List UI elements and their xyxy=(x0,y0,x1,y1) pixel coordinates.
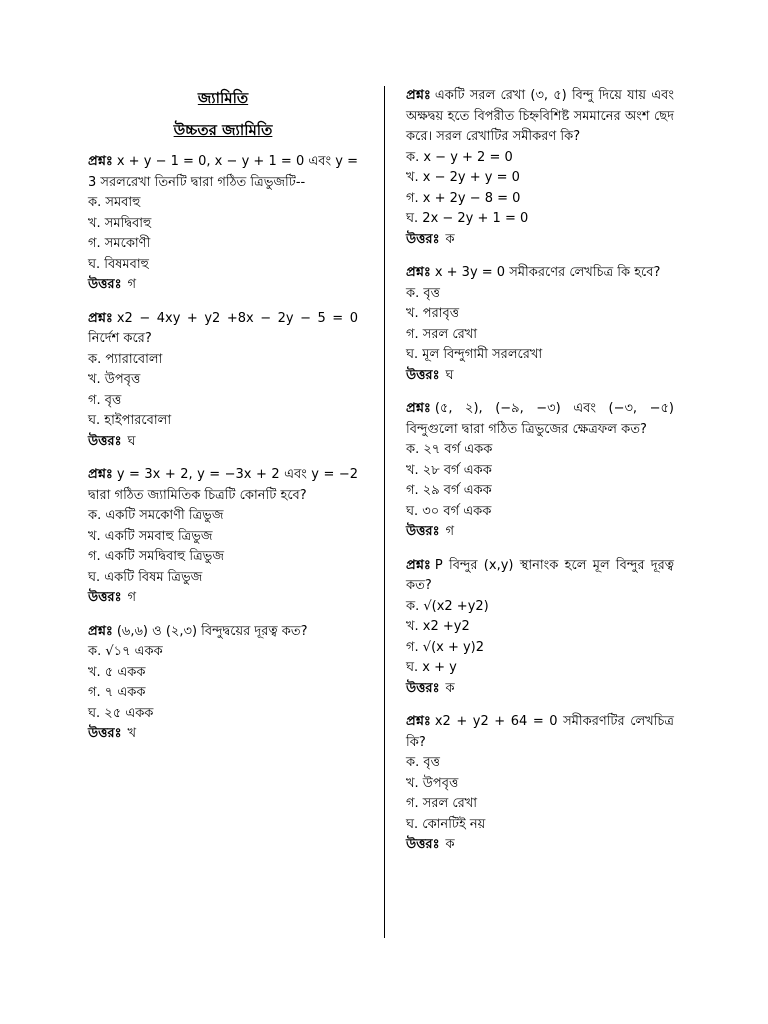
question-block xyxy=(88,465,358,609)
question-text: প্রশ্নঃ (৬,৬) ও (২,৩) বিন্দুদ্বয়ের দূরত্ব কত? xyxy=(88,623,308,639)
option: ক. সমবাহু xyxy=(88,195,141,210)
option: ক. প্যারাবোলা xyxy=(88,351,163,367)
option: গ. সরল রেখা xyxy=(406,326,478,342)
answer: উত্তরঃ গ xyxy=(88,277,137,292)
option: খ. x − 2y + y = 0 xyxy=(406,170,520,185)
option: ক. √(x2 +y2) xyxy=(406,598,489,614)
answer: উত্তরঃ ক xyxy=(406,231,455,247)
option: গ. একটি সমদ্বিবাহু ত্রিভুজ xyxy=(88,549,224,564)
question-text: প্রশ্নঃ x2 + y2 + 64 = 0 সমীকরণটির লেখচিত্র কি? xyxy=(406,714,674,750)
option: ঘ. বিষমবাহু xyxy=(88,256,149,272)
option: গ. x + 2y − 8 = 0 xyxy=(406,190,521,206)
question-block xyxy=(406,86,674,250)
option: খ. x2 +y2 xyxy=(406,619,470,634)
question-block xyxy=(88,152,358,296)
answer: উত্তরঃ গ xyxy=(406,524,455,539)
question-block xyxy=(406,556,674,700)
option: ঘ. ৩০ বর্গ একক xyxy=(406,503,492,519)
question-text: প্রশ্নঃ x + y − 1 = 0, x − y + 1 = 0 এবং y = 3 সরলরেখা তিনটি দ্বারা গঠিত ত্রিভুজটি-- xyxy=(88,154,358,190)
option: ঘ. ২৫ একক xyxy=(88,705,154,721)
answer: উত্তরঃ গ xyxy=(88,590,137,605)
option: গ. বৃত্ত xyxy=(88,392,122,408)
option: ঘ. x + y xyxy=(406,660,457,675)
question-block xyxy=(406,712,674,856)
option: ক. √১৭ একক xyxy=(88,644,163,659)
answer: উত্তরঃ ক xyxy=(406,837,455,852)
page-subtitle: উচ্চতর জ্যামিতি xyxy=(173,121,273,139)
option: খ. সমদ্বিবাহু xyxy=(88,215,152,231)
question-block xyxy=(88,309,358,453)
answer: উত্তরঃ ঘ xyxy=(88,433,136,449)
option: ঘ. একটি বিষম ত্রিভুজ xyxy=(88,569,203,585)
option: ক. বৃত্ত xyxy=(406,755,440,770)
answer: উত্তরঃ ক xyxy=(406,680,455,696)
option: ক. একটি সমকোণী ত্রিভুজ xyxy=(88,508,224,523)
option: ক. ২৭ বর্গ একক xyxy=(406,442,493,457)
option: খ. পরাবৃত্ত xyxy=(406,306,460,321)
question-text: প্রশ্নঃ x2 − 4xy + y2 +8x − 2y − 5 = 0 নির্দেশ করে? xyxy=(88,310,358,346)
column-divider xyxy=(384,86,385,938)
question-text: প্রশ্নঃ x + 3y = 0 সমীকরণের লেখচিত্র কি হবে? xyxy=(406,265,661,280)
option: ঘ. মূল বিন্দুগামী সরলরেখা xyxy=(406,347,543,362)
option: ক. x − y + 2 = 0 xyxy=(406,149,513,165)
option: খ. উপবৃত্ত xyxy=(88,372,141,387)
page-title: জ্যামিতি xyxy=(197,89,249,107)
answer: উত্তরঃ খ xyxy=(88,726,137,741)
question-text: প্রশ্নঃ (৫, ২), (−৯, −৩) এবং (−৩, −৫) বিন্দুগুলো দ্বারা গঠিত ত্রিভুজের ক্ষেত্রফল কত? xyxy=(406,401,674,437)
option: গ. সরল রেখা xyxy=(406,796,478,811)
option: খ. একটি সমবাহু ত্রিভুজ xyxy=(88,528,213,544)
option: খ. ৫ একক xyxy=(88,664,146,680)
option: ক. বৃত্ত xyxy=(406,285,440,301)
option: গ. সমকোণী xyxy=(88,236,151,251)
question-text: প্রশ্নঃ একটি সরল রেখা (৩, ৫) বিন্দু দিয়ে যায় এবং অক্ষদ্বয় হতে বিপরীত চিহ্নবিশিষ্ট সমমানের অংশ ছেদ করে। সরল রেখাটির সমীকরণ কি? xyxy=(406,88,674,144)
option: ঘ. 2x − 2y + 1 = 0 xyxy=(406,211,529,226)
question-block xyxy=(88,622,358,745)
option: খ. ২৮ বর্গ একক xyxy=(406,462,492,478)
option: গ. ২৯ বর্গ একক xyxy=(406,483,492,498)
question-text: প্রশ্নঃ P বিন্দুর (x,y) স্থানাংক হলে মূল বিন্দুর দূরত্ব কত? xyxy=(406,557,674,593)
option: গ. ৭ একক xyxy=(88,685,146,700)
option: খ. উপবৃত্ত xyxy=(406,775,459,791)
option: গ. √(x + y)2 xyxy=(406,639,485,655)
option: ঘ. কোনটিই নয় xyxy=(406,816,486,832)
left-column xyxy=(88,86,358,758)
question-block xyxy=(406,263,674,386)
right-column xyxy=(406,86,674,869)
question-text: প্রশ্নঃ y = 3x + 2, y = −3x + 2 এবং y = −2 দ্বারা গঠিত জ্যামিতিক চিত্রটি কোনটি হবে? xyxy=(88,467,358,503)
option: ঘ. হাইপারবোলা xyxy=(88,413,172,428)
answer: উত্তরঃ ঘ xyxy=(406,367,454,383)
question-block xyxy=(406,399,674,543)
